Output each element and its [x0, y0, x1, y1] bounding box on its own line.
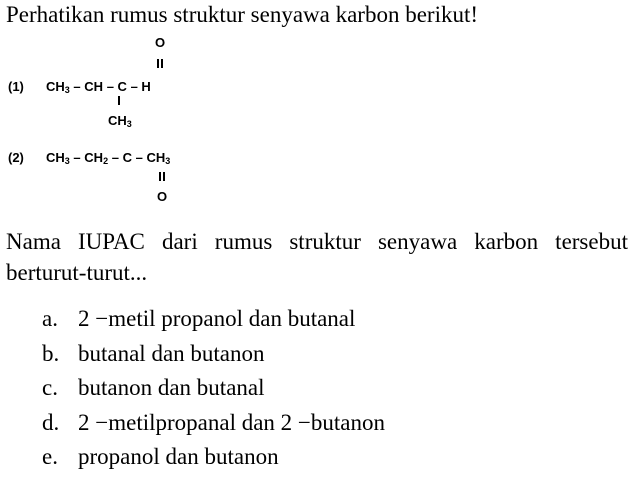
structure-2-oxygen: O: [157, 189, 168, 204]
option-letter: e.: [42, 444, 58, 469]
answer-options: [42, 302, 385, 475]
structure-1-methyl-branch: $CH_3$: [108, 113, 132, 129]
option-text: butanal dan butanon: [78, 340, 265, 366]
option-c[interactable]: [42, 371, 385, 406]
structure-1-chain: $CH_3$ – CH – C – H: [46, 79, 151, 95]
problem-title: Perhatikan rumus struktur senyawa karbon berikut!: [6, 2, 479, 27]
structure-2-double-bond: [159, 172, 165, 181]
option-a[interactable]: [42, 302, 385, 337]
structure-1-label: (1): [8, 79, 24, 94]
option-text: butanon dan butanal: [78, 375, 265, 400]
option-b[interactable]: [42, 337, 385, 372]
option-e[interactable]: [42, 440, 385, 475]
option-d[interactable]: [42, 406, 385, 441]
option-text: propanol dan butanon: [78, 444, 279, 469]
structure-1-double-bond: [157, 59, 163, 68]
option-letter: b.: [42, 340, 60, 366]
structure-1-single-bond: [118, 96, 120, 105]
structure-2-label: (2): [8, 150, 24, 165]
structure-2-chain: $CH_3 - CH_2$ – C – $CH_3$: [46, 150, 171, 166]
option-text: 2 −metil propanol dan butanal: [78, 306, 356, 331]
option-text: 2 −metilpropanal dan 2 −butanon: [78, 409, 385, 435]
option-letter: a.: [42, 306, 58, 331]
option-letter: c.: [42, 375, 58, 400]
question-text: Nama IUPAC dari rumus struktur senyawa karbon tersebut berturut-turut...: [6, 229, 628, 285]
option-letter: d.: [42, 409, 60, 435]
structure-1-oxygen: O: [155, 35, 166, 50]
